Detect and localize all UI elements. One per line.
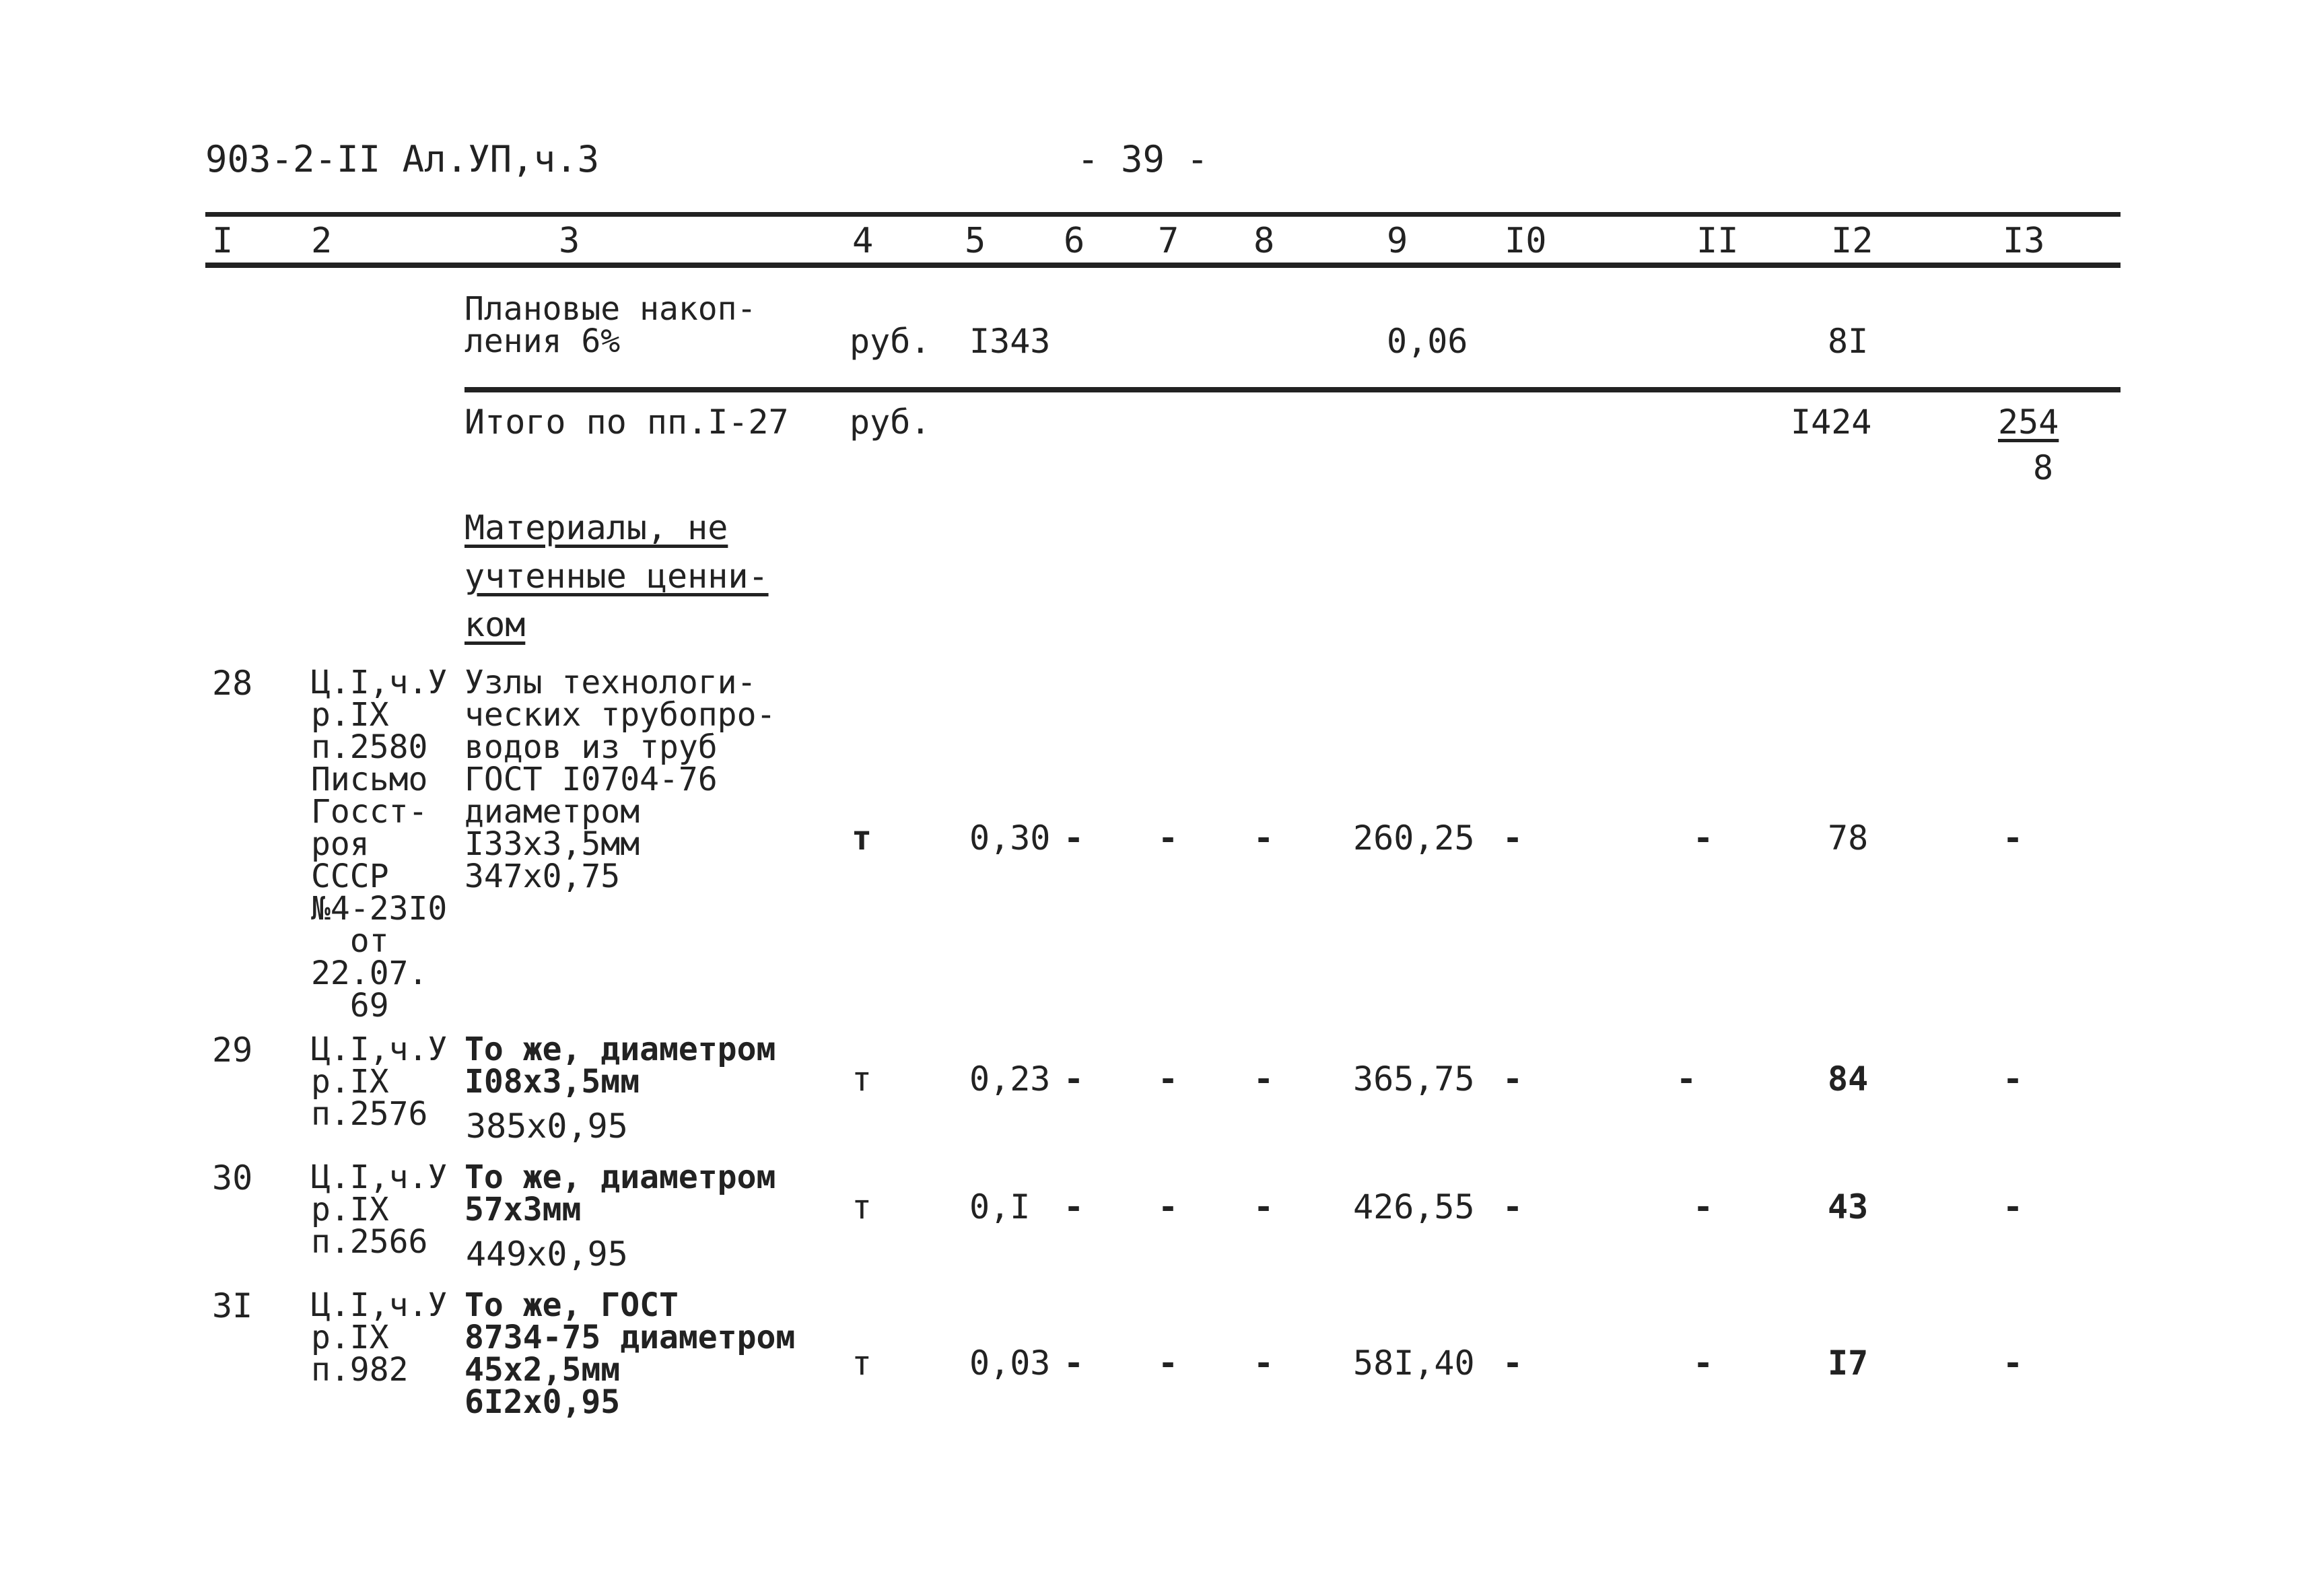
- row-col12: I424: [1791, 403, 1872, 442]
- row-number: 3I: [212, 1286, 253, 1325]
- row-col11: -: [1693, 819, 1714, 858]
- row-col11: -: [1693, 1187, 1714, 1226]
- row-col8: -: [1253, 1060, 1274, 1099]
- row-col12: 84: [1828, 1060, 1869, 1099]
- row-name-detail: 385x0,95: [466, 1107, 628, 1146]
- row-col8: -: [1253, 1187, 1274, 1226]
- row-col5: 0,30: [969, 819, 1051, 858]
- row-name: То же, диаметром I08x3,5мм: [464, 1031, 776, 1101]
- row-col9: 58I,40: [1353, 1344, 1475, 1383]
- page-number: - 39 -: [1077, 138, 1209, 180]
- column-header: I2: [1831, 221, 1873, 261]
- row-name: То же, ГОСТ 8734-75 диаметром 45x2,5мм 6I2x0,95: [464, 1286, 796, 1421]
- row-col13: -: [2003, 819, 2024, 858]
- row-col13: -: [2003, 1187, 2024, 1226]
- row-col7: -: [1158, 1187, 1179, 1226]
- row-reference: Ц.I,ч.У р.IX п.982: [311, 1286, 448, 1389]
- row-unit: руб.: [850, 322, 931, 361]
- row-name: Узлы технологи- ческих трубопро- водов из труб ГОСТ I0704-76 диаметром I33x3,5мм 347x0,75: [464, 664, 776, 895]
- row-unit: т: [852, 1344, 872, 1383]
- column-header: I: [212, 221, 234, 261]
- row-col13-denominator: 8: [2033, 448, 2054, 487]
- row-col13: -: [2003, 1344, 2024, 1383]
- column-header: 9: [1387, 221, 1408, 261]
- row-col6: -: [1064, 1187, 1084, 1226]
- column-header: I3: [2003, 221, 2045, 261]
- column-header: 7: [1158, 221, 1179, 261]
- row-col5: 0,I: [969, 1187, 1031, 1226]
- row-col10: -: [1503, 1060, 1523, 1099]
- row-col7: -: [1158, 1060, 1179, 1099]
- row-col10: -: [1503, 1344, 1523, 1383]
- row-col12: 8I: [1828, 322, 1869, 361]
- section-title: Материалы, не учтенные ценни- ком: [464, 508, 769, 644]
- column-header: 8: [1253, 221, 1275, 261]
- row-col5: 0,03: [969, 1344, 1051, 1383]
- header-top-rule: [205, 212, 2121, 217]
- column-header: 5: [965, 221, 986, 261]
- row-reference: Ц.I,ч.У р.IX п.2576: [311, 1031, 448, 1133]
- row-col11: -: [1676, 1060, 1697, 1099]
- row-col6: -: [1064, 1060, 1084, 1099]
- column-header: 6: [1064, 221, 1085, 261]
- document-code: 903-2-II Ал.УП,ч.3: [205, 138, 600, 180]
- row-col12: 78: [1828, 819, 1869, 858]
- row-col5: I343: [969, 322, 1051, 361]
- row-col11: -: [1693, 1344, 1714, 1383]
- header-bottom-rule: [205, 263, 2121, 268]
- row-col6: -: [1064, 819, 1084, 858]
- column-header: 4: [852, 221, 874, 261]
- row-col9: 426,55: [1353, 1187, 1475, 1226]
- column-header: 3: [559, 221, 580, 261]
- subtotal-rule: [464, 387, 2121, 392]
- row-col9: 260,25: [1353, 819, 1475, 858]
- row-col8: -: [1253, 1344, 1274, 1383]
- row-unit: т: [852, 1060, 872, 1099]
- row-col13: -: [2003, 1060, 2024, 1099]
- row-number: 30: [212, 1158, 253, 1198]
- column-header: II: [1696, 221, 1739, 261]
- row-name: Итого по пп.I-27: [464, 403, 789, 442]
- row-col12: I7: [1828, 1344, 1869, 1383]
- row-name-detail: 449x0,95: [466, 1235, 628, 1274]
- row-col7: -: [1158, 819, 1179, 858]
- row-name: Плановые накоп- ления 6%: [464, 290, 757, 360]
- row-unit: т: [852, 819, 872, 858]
- row-col9: 365,75: [1353, 1060, 1475, 1099]
- row-unit: руб.: [850, 403, 931, 442]
- row-number: 28: [212, 664, 253, 703]
- column-header: 2: [311, 221, 333, 261]
- row-col10: -: [1503, 1187, 1523, 1226]
- row-number: 29: [212, 1031, 253, 1070]
- row-reference: Ц.I,ч.У р.IX п.2580 Письмо Госст- роя СССР №4-23I0 от 22.07. 69: [311, 664, 448, 1025]
- row-col12: 43: [1828, 1187, 1869, 1226]
- row-name: То же, диаметром 57x3мм: [464, 1158, 776, 1228]
- row-col8: -: [1253, 819, 1274, 858]
- column-header: I0: [1505, 221, 1547, 261]
- row-reference: Ц.I,ч.У р.IX п.2566: [311, 1158, 448, 1261]
- row-col7: -: [1158, 1344, 1179, 1383]
- row-col6: -: [1064, 1344, 1084, 1383]
- row-unit: т: [852, 1187, 872, 1226]
- row-col13-numerator: 254: [1998, 403, 2059, 442]
- row-col10: -: [1503, 819, 1523, 858]
- row-col9: 0,06: [1387, 322, 1468, 361]
- row-col5: 0,23: [969, 1060, 1051, 1099]
